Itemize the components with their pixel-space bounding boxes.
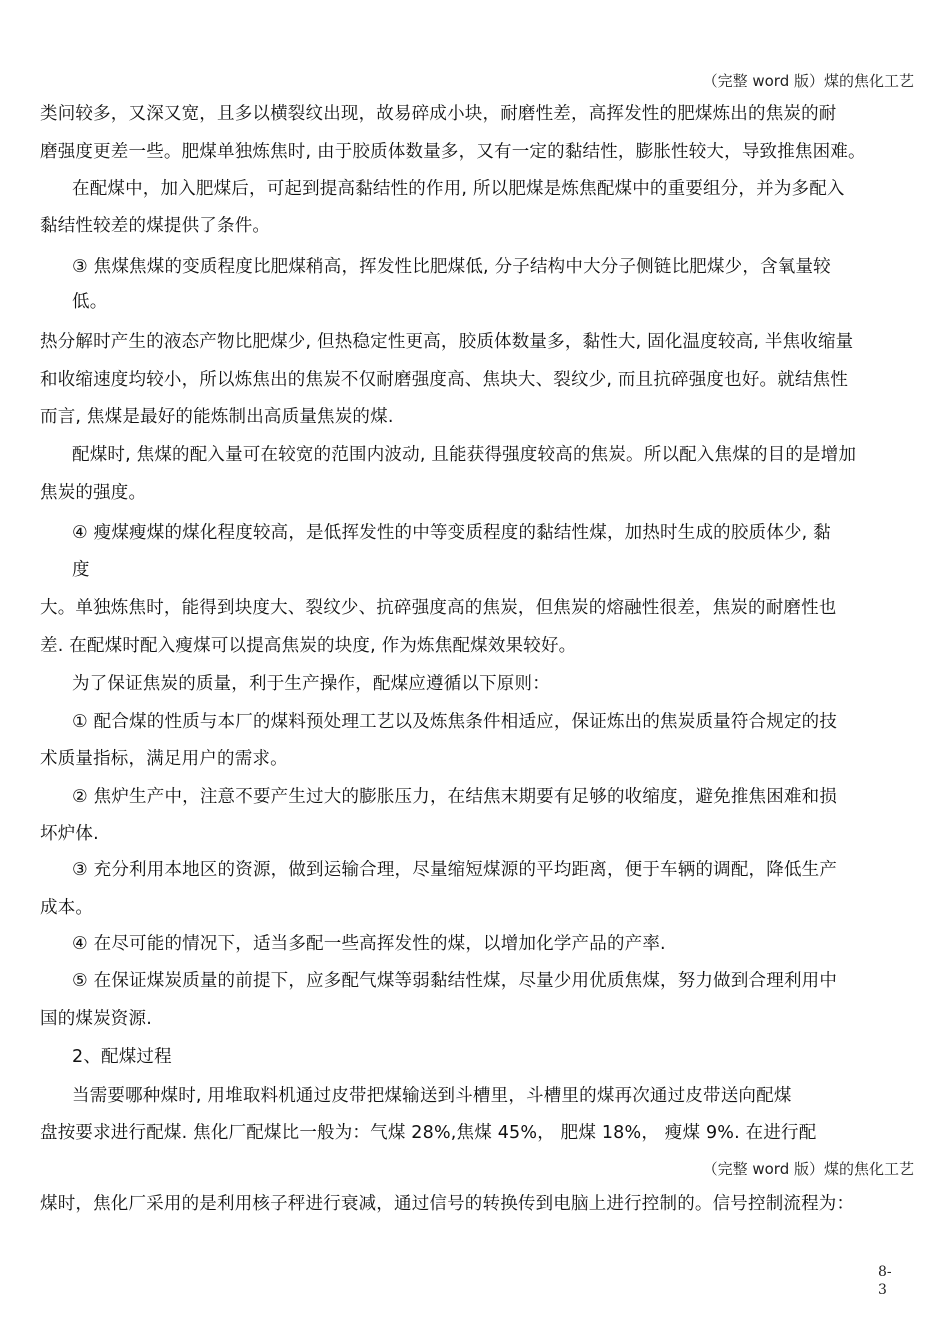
text-line: 黏结性较差的煤提供了条件。: [40, 216, 271, 236]
text-line: 低。: [72, 292, 108, 312]
text-line: 为了保证焦炭的质量，利于生产操作，配煤应遵循以下原则：: [72, 674, 550, 694]
text-line: ① 配合煤的性质与本厂的煤料预处理工艺以及炼焦条件相适应，保证炼出的焦炭质量符合规定的技: [72, 712, 838, 732]
running-header-repeat: （完整 word 版）煤的焦化工艺: [702, 1160, 914, 1178]
text-line: 磨强度更差一些。肥煤单独炼焦时, 由于胶质体数量多，又有一定的黏结性，膨胀性较大，导致推焦困难。: [40, 142, 866, 162]
text-line: ④ 在尽可能的情况下，适当多配一些高挥发性的煤，以增加化学产品的产率.: [72, 934, 666, 954]
text-line: 配煤时, 焦煤的配入量可在较宽的范围内波动, 且能获得强度较高的焦炭。所以配入焦煤的目的是增加: [72, 445, 857, 465]
text-line: 成本。: [40, 898, 94, 918]
text-line: 差. 在配煤时配入瘦煤可以提高焦炭的块度, 作为炼焦配煤效果较好。: [40, 636, 577, 656]
text-line: ⑤ 在保证煤炭质量的前提下，应多配气煤等弱黏结性煤，尽量少用优质焦煤，努力做到合理利用中: [72, 971, 838, 991]
text-line: 国的煤炭资源.: [40, 1009, 152, 1029]
text-line: ③ 充分利用本地区的资源，做到运输合理，尽量缩短煤源的平均距离，便于车辆的调配，降低生产: [72, 860, 838, 880]
text-line: 当需要哪种煤时, 用堆取料机通过皮带把煤输送到斗槽里，斗槽里的煤再次通过皮带送向配煤: [72, 1086, 792, 1106]
text-line: 度: [72, 560, 90, 580]
text-line: ② 焦炉生产中，注意不要产生过大的膨胀压力，在结焦末期要有足够的收缩度，避免推焦困难和损: [72, 787, 838, 807]
text-line: 术质量指标，满足用户的需求。: [40, 749, 288, 769]
text-line: 而言, 焦煤是最好的能炼制出高质量焦炭的煤.: [40, 407, 394, 427]
text-line: 在配煤中，加入肥煤后，可起到提高黏结性的作用, 所以肥煤是炼焦配煤中的重要组分，并为多配入: [72, 179, 845, 199]
text-line: 盘按要求进行配煤. 焦化厂配煤比一般为：气煤 28%,焦煤 45%， 肥煤 18%， 瘦煤 9%. 在进行配: [40, 1123, 817, 1143]
text-line: 和收缩速度均较小，所以炼焦出的焦炭不仅耐磨强度高、焦块大、裂纹少, 而且抗碎强度也好。就结焦性: [40, 370, 849, 390]
page-number-top: 8-: [878, 1264, 892, 1280]
text-line: 焦炭的强度。: [40, 483, 147, 503]
running-header-top: （完整 word 版）煤的焦化工艺: [702, 72, 914, 90]
text-line: 类问较多，又深又宽，且多以横裂纹出现，故易碎成小块，耐磨性差，高挥发性的肥煤炼出的焦炭的耐: [40, 104, 837, 124]
text-line: 大。单独炼焦时，能得到块度大、裂纹少、抗碎强度高的焦炭，但焦炭的熔融性很差，焦炭的耐磨性也: [40, 598, 837, 618]
page-number-bottom: 3: [878, 1282, 887, 1298]
section-heading: 2、配煤过程: [72, 1047, 172, 1067]
text-line: 煤时，焦化厂采用的是利用核子秤进行衰减，通过信号的转换传到电脑上进行控制的。信号控制流程为：: [40, 1194, 855, 1214]
text-line: ③ 焦煤焦煤的变质程度比肥煤稍高，挥发性比肥煤低, 分子结构中大分子侧链比肥煤少，含氧量较: [72, 257, 831, 277]
text-line: ④ 瘦煤瘦煤的煤化程度较高，是低挥发性的中等变质程度的黏结性煤，加热时生成的胶质体少, 黏: [72, 523, 831, 543]
text-line: 热分解时产生的液态产物比肥煤少, 但热稳定性更高，胶质体数量多，黏性大, 固化温度较高, 半焦收缩量: [40, 332, 854, 352]
text-line: 坏炉体.: [40, 824, 99, 844]
